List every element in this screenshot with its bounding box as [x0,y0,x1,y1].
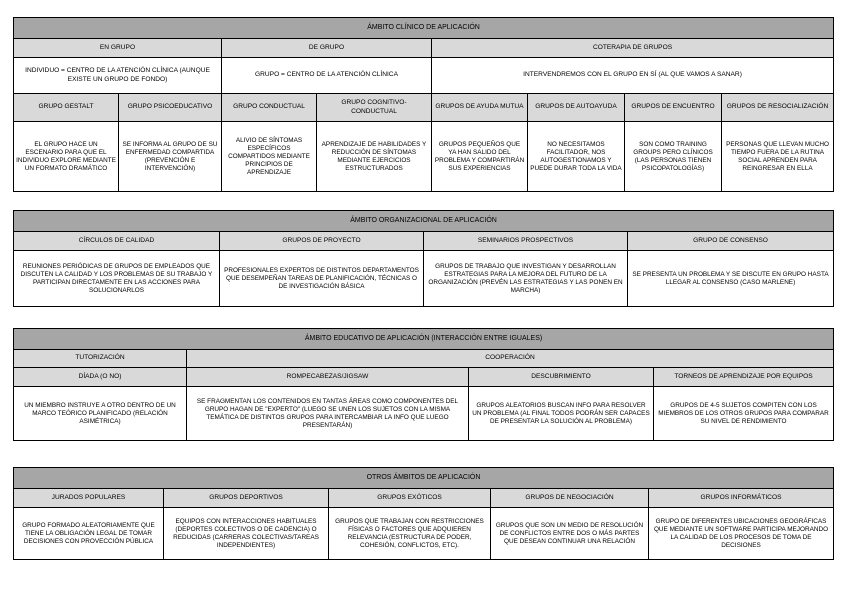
clinical-type-name: GRUPOS DE AYUDA MUTUA [432,94,528,122]
clinical-focus-de-grupo: GRUPO = CENTRO DE LA ATENCIÓN CLÍNICA [222,58,432,94]
other-col-desc: GRUPOS QUE SON UN MEDIO DE RESOLUCIÓN DE CONFLICTOS ENTRE DOS O MÁS PARTES QUE DESEAN CONTINUAR UNA RELACIÓN [491,508,649,560]
clinical-group-coterapia: COTERAPIA DE GRUPOS [432,39,834,58]
other-col-desc: EQUIPOS CON INTERACCIONES HABITUALES (DEPORTES COLECTIVOS O DE CADENCIA) O REDUCIDAS (CARRERAS COLECTIVAS/TAREAS INDEPENDIENTES) [164,508,329,560]
other-col-desc: GRUPO FORMADO ALEATORIAMENTE QUE TIENE LA OBLIGACIÓN LEGAL DE TOMAR DECISIONES CON PROVECCIÓN PÚBLICA [14,508,164,560]
organizational-col-name: GRUPOS DE PROYECTO [220,232,424,251]
other-col-name: GRUPOS DEPORTIVOS [164,489,329,508]
other-col-name: GRUPOS EXÓTICOS [329,489,491,508]
clinical-type-name: GRUPO COGNITIVO-CONDUCTUAL [317,94,432,122]
clinical-type-desc: NO NECESITAMOS FACILITADOR, NOS AUTOGESTIONAMOS Y PUEDE DURAR TODA LA VIDA [528,122,625,192]
other-col-name: GRUPOS DE NEGOCIACIÓN [491,489,649,508]
clinical-type-name: GRUPOS DE ENCUENTRO [625,94,722,122]
clinical-table [13,17,834,192]
educational-col-desc: SE FRAGMENTAN LOS CONTENIDOS EN TANTAS ÁREAS COMO COMPONENTES DEL GRUPO HAGAN DE "EXPERTO" (LUEGO SE UNEN LOS SUJETOS CON LA MISMA TEMÁTICA DE DISTINTOS GRUPOS PARA INTERCAMBIAR LA INFO QUE LUEGO PRESENTARÁN) [187,387,469,441]
organizational-col-desc: GRUPOS DE TRABAJO QUE INVESTIGAN Y DESARROLLAN ESTRATEGIAS PARA LA MEJORA DEL FUTURO DE LA ORGANIZACIÓN (PREVÉN LAS ESTRATEGIAS Y LAS PONEN EN MARCHA) [424,251,628,307]
educational-title: ÁMBITO EDUCATIVO DE APLICACIÓN (INTERACCIÓN ENTRE IGUALES) [14,329,834,350]
other-table [13,467,834,560]
clinical-focus-en-grupo: INDIVIDUO = CENTRO DE LA ATENCIÓN CLÍNICA (AUNQUE EXISTE UN GRUPO DE FONDO) [14,58,222,94]
clinical-type-desc: APRENDIZAJE DE HABILIDADES Y REDUCCIÓN DE SÍNTOMAS MEDIANTE EJERCICIOS ESTRUCTURADOS [317,122,432,192]
educational-col-desc: GRUPOS ALEATORIOS BUSCAN INFO PARA RESOLVER UN PROBLEMA (AL FINAL TODOS PODRÁN SER CAPACES DE PRESENTAR LA SOLUCIÓN AL PROBLEMA) [469,387,654,441]
educational-cooperacion: COOPERACIÓN [187,350,834,368]
educational-col-name: TORNEOS DE APRENDIZAJE POR EQUIPOS [654,368,834,387]
clinical-type-name: GRUPO CONDUCTUAL [222,94,317,122]
clinical-type-desc: GRUPOS PEQUEÑOS QUE YA HAN SALIDO DEL PROBLEMA Y COMPARTIRÁN SUS EXPERIENCIAS [432,122,528,192]
clinical-group-de-grupo: DE GRUPO [222,39,432,58]
clinical-focus-coterapia: INTERVENDREMOS CON EL GRUPO EN SÍ (AL QUE VAMOS A SANAR) [432,58,834,94]
educational-col-name: DESCUBRIMIENTO [469,368,654,387]
clinical-group-en-grupo: EN GRUPO [14,39,222,58]
clinical-type-desc: PERSONAS QUE LLEVAN MUCHO TIEMPO FUERA DE LA RUTINA SOCIAL APRENDEN PARA REINGRESAR EN ELLA [722,122,834,192]
clinical-type-name: GRUPO PSICOEDUCATIVO [119,94,222,122]
clinical-type-name: GRUPOS DE AUTOAYUDA [528,94,625,122]
educational-col-name: DÍADA (O NO) [14,368,187,387]
other-col-name: JURADOS POPULARES [14,489,164,508]
clinical-type-desc: SON COMO TRAINING GROUPS PERO CLÍNICOS (LAS PERSONAS TIENEN PSICOPATOLOGÍAS) [625,122,722,192]
organizational-col-desc: PROFESIONALES EXPERTOS DE DISTINTOS DEPARTAMENTOS QUE DESEMPEÑAN TAREAS DE PLANIFICACIÓN, TÉCNICAS O DE INVESTIGACIÓN BÁSICA [220,251,424,307]
educational-col-desc: GRUPOS DE 4-5 SUJETOS COMPITEN CON LOS MIEMBROS DE LOS OTROS GRUPOS PARA COMPARAR SU NIVEL DE RENDIMIENTO [654,387,834,441]
clinical-type-desc: ALIVIO DE SÍNTOMAS ESPECÍFICOS COMPARTIDOS MEDIANTE PRINCIPIOS DE APRENDIZAJE [222,122,317,192]
organizational-table [13,210,834,307]
other-col-desc: GRUPO DE DIFERENTES UBICACIONES GEOGRÁFICAS QUE MEDIANTE UN SOFTWARE PARTICIPA MEJORANDO LA CALIDAD DE LOS PROCESOS DE TOMA DE DECISIONES [649,508,834,560]
educational-col-name: ROMPECABEZAS/JIGSAW [187,368,469,387]
organizational-col-desc: REUNIONES PERIÓDICAS DE GRUPOS DE EMPLEADOS QUE DISCUTEN LA CALIDAD Y LOS PROBLEMAS DE SU TRABAJO Y PARTICIPAN DIRECTAMENTE EN LAS ACCIONES PARA SOLUCIONARLOS [14,251,220,307]
clinical-type-desc: EL GRUPO HACE UN ESCENARIO PARA QUE EL INDIVIDUO EXPLORE MEDIANTE UN FORMATO DRAMÁTICO [14,122,119,192]
organizational-col-desc: SE PRESENTA UN PROBLEMA Y SE DISCUTE EN GRUPO HASTA LLEGAR AL CONSENSO (CASO MARLENE) [628,251,834,307]
other-col-desc: GRUPOS QUE TRABAJAN CON RESTRICCIONES FÍSICAS O FACTORES QUE ADQUIEREN RELEVANCIA (ESTRUCTURA DE PODER, COHESIÓN, CONFLICTOS, ETC). [329,508,491,560]
clinical-title: ÁMBITO CLÍNICO DE APLICACIÓN [14,18,834,39]
educational-tutorizacion: TUTORIZACIÓN [14,350,187,368]
clinical-type-desc: SE INFORMA AL GRUPO DE SU ENFERMEDAD COMPARTIDA (PREVENCIÓN E INTERVENCIÓN) [119,122,222,192]
organizational-col-name: CÍRCULOS DE CALIDAD [14,232,220,251]
organizational-title: ÁMBITO ORGANIZACIONAL DE APLICACIÓN [14,211,834,232]
organizational-col-name: SEMINARIOS PROSPECTIVOS [424,232,628,251]
clinical-type-name: GRUPOS DE RESOCIALIZACIÓN [722,94,834,122]
educational-table [13,328,834,441]
other-title: OTROS ÁMBITOS DE APLICACIÓN [14,468,834,489]
educational-col-desc: UN MIEMBRO INSTRUYE A OTRO DENTRO DE UN MARCO TEÓRICO PLANIFICADO (RELACIÓN ASIMÉTRICA) [14,387,187,441]
clinical-type-name: GRUPO GESTALT [14,94,119,122]
other-col-name: GRUPOS INFORMÁTICOS [649,489,834,508]
organizational-col-name: GRUPO DE CONSENSO [628,232,834,251]
